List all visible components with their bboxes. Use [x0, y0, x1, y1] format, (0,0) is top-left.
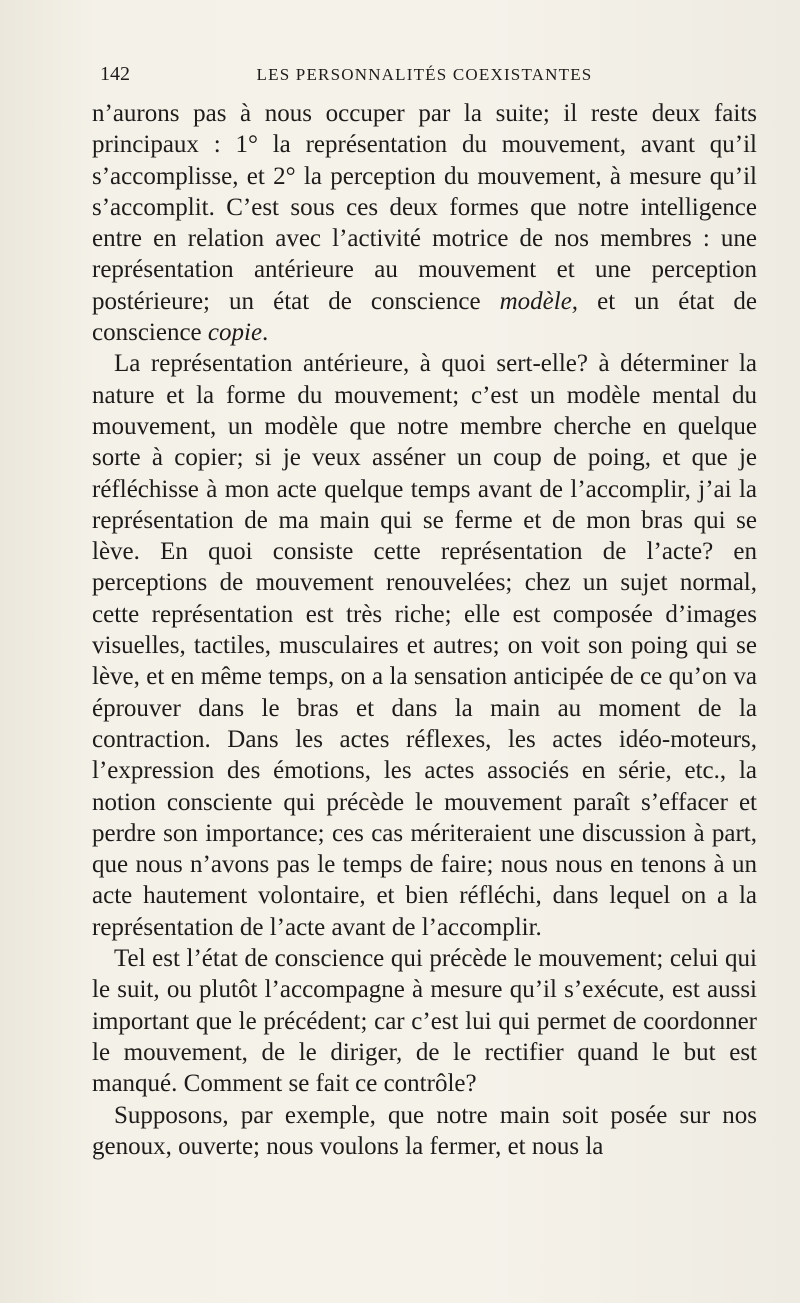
- body-text: [92, 98, 757, 1162]
- page-header: [92, 63, 757, 93]
- paragraph-etat-de-conscience: Tel est l’état de conscience qui précède le mouvement; celui qui le suit, ou plutôt l’accompagne à mesure qu’il s’exécute, est aussi important que le précédent; car c’est lui qui permet de coordonner le mouvement, de le diriger, de le rectifier quand le but est manqué. Comment se fait ce contrôle?: [92, 945, 757, 1098]
- paragraph-text-start: n’aurons pas à nous occuper par la suite; il reste deux faits principaux : 1° la représentation du mouvement, avant qu’il s’accomplisse, et 2° la perception du mouvement, à mesure qu’il s’accomplit. C’est sous ces deux formes que notre intelligence entre en relation avec l’activité motrice de nos membres : une représentation antérieure au mouvement et une perception postérieure; un état de conscience: [92, 100, 757, 315]
- italic-word-copie: copie: [207, 319, 263, 347]
- paragraph-continuation: [92, 98, 757, 348]
- paragraph-supposons: Supposons, par exemple, que notre main soit posée sur nos genoux, ouverte; nous voulons la fermer, et nous la: [92, 1101, 757, 1160]
- paragraph-text-middle: et un état de conscience: [92, 287, 757, 347]
- italic-word-modele: modèle,: [499, 287, 579, 315]
- running-title: LES PERSONNALITÉS COEXISTANTES: [256, 65, 593, 84]
- paragraph-text-end: .: [262, 319, 269, 347]
- page-number: 142: [100, 63, 130, 85]
- paragraph-representation: La représentation antérieure, à quoi sert-elle? à déterminer la nature et la forme du mouvement; c’est un modèle mental du mouvement, un modèle que notre membre cherche en quelque sorte à copier; si je veux asséner un coup de poing, et que je réfléchisse à mon acte quelque temps avant de l’accomplir, j’ai la représentation de ma main qui se ferme et de mon bras qui se lève. En quoi consiste cette représentation de l’acte? en perceptions de mouvement renouvelées; chez un sujet normal, cette représentation est très riche; elle est composée d’images visuelles, tactiles, musculaires et autres; on voit son poing qui se lève, et en même temps, on a la sensation anticipée de ce qu’on va éprouver dans le bras et dans la main au moment de la contraction. Dans les actes réflexes, les actes idéo-moteurs, l’expression des émotions, les actes associés en série, etc., la notion consciente qui précède le mouvement paraît s’effacer et perdre son importance; ces cas mériteraient une discussion à part, que nous n’avons pas le temps de faire; nous nous en tenons à un acte hautement volontaire, et bien réfléchi, dans lequel on a la représentation de l’acte avant de l’accomplir.: [92, 350, 757, 941]
